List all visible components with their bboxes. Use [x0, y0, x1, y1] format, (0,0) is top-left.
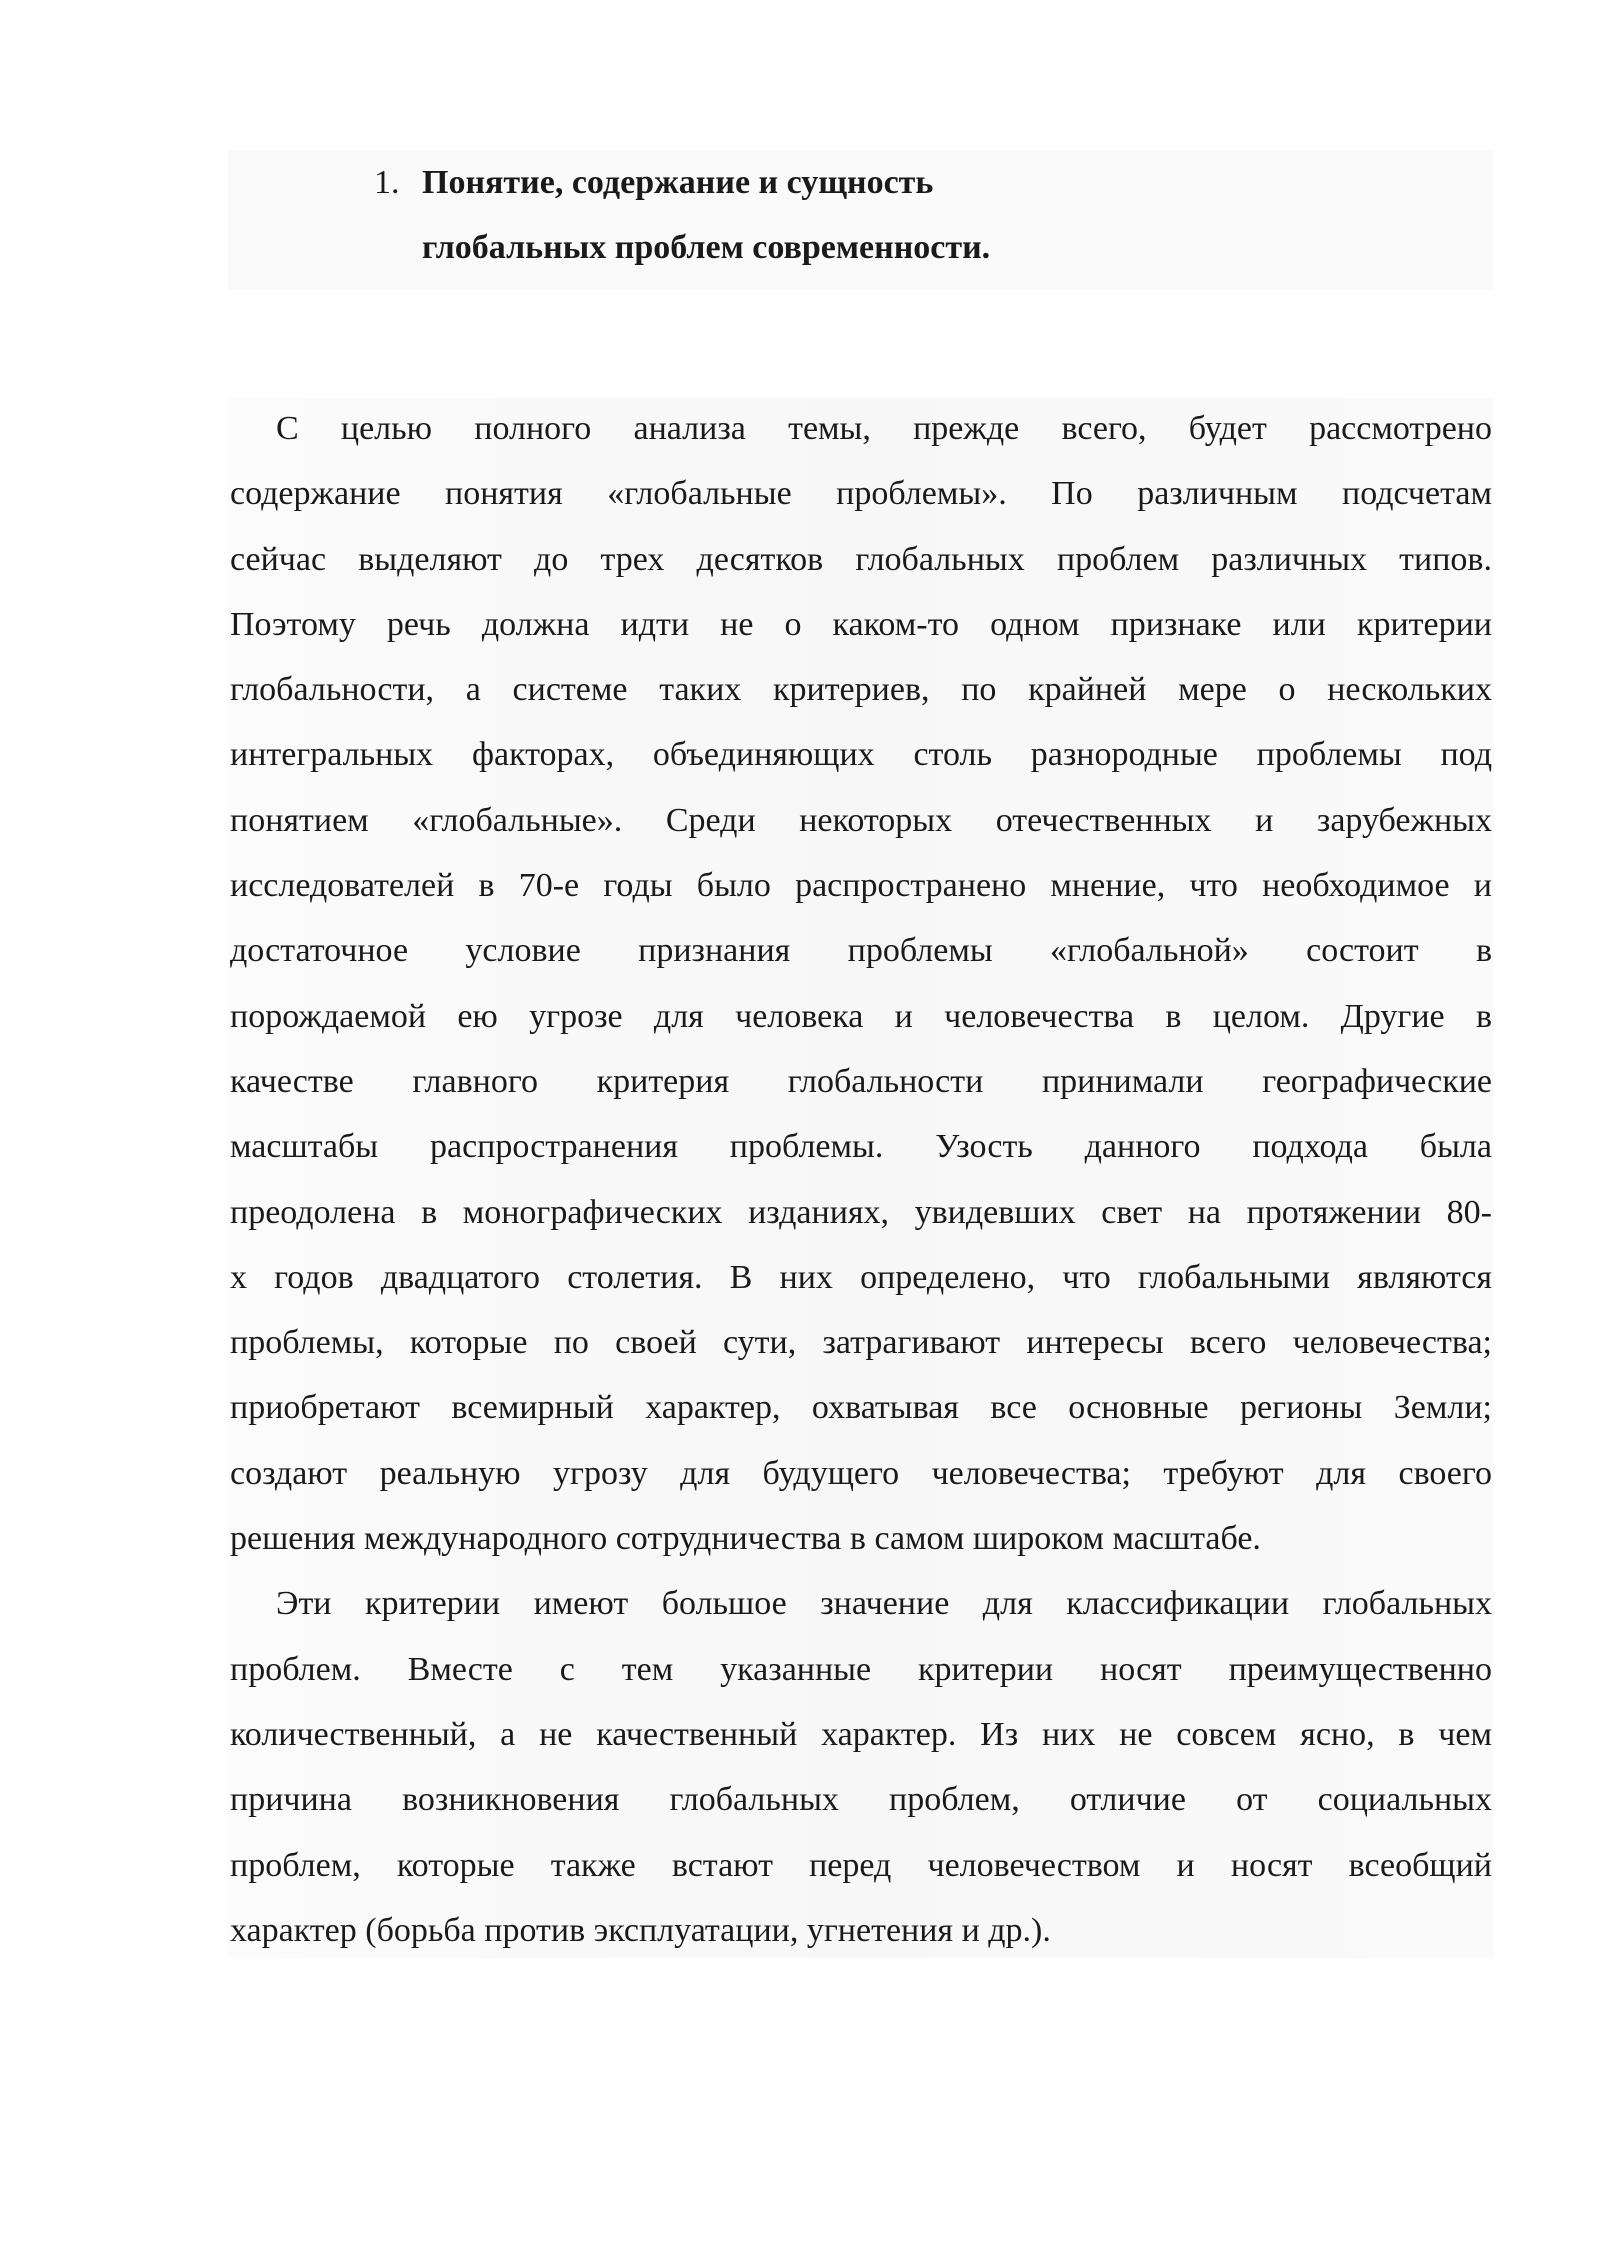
paragraph-2-line: проблем. Вместе с тем указанные критерии носят преимущественно	[230, 1650, 1492, 1688]
body-text	[230, 396, 1492, 1963]
paragraph-2-line: Эти критерии имеют большое значение для классификации глобальных	[276, 1585, 1492, 1623]
paragraph-1-line: Поэтому речь должна идти не о каком-то одном признаке или критерии	[230, 605, 1492, 643]
paragraph-1-line: преодолена в монографических изданиях, увидевших свет на протяжении 80-	[230, 1193, 1492, 1231]
paragraph-1-line: исследователей в 70-е годы было распространено мнение, что необходимое и	[230, 867, 1492, 905]
heading-title-line-1: Понятие, содержание и сущность	[422, 164, 934, 201]
paragraph-1-line: приобретают всемирный характер, охватывая все основные регионы Земли;	[230, 1389, 1492, 1427]
heading-number: 1.	[374, 164, 400, 201]
paragraph-1-line: порождаемой ею угрозе для человека и человечества в целом. Другие в	[230, 997, 1492, 1035]
paragraph-1-line: создают реальную угрозу для будущего человечества; требуют для своего	[230, 1454, 1492, 1492]
paragraph-2-line: характер (борьба против эксплуатации, угнетения и др.).	[230, 1911, 1051, 1949]
paragraph-2-line: проблем, которые также встают перед человечеством и носят всеобщий	[230, 1846, 1492, 1884]
paragraph-1-line: х годов двадцатого столетия. В них определено, что глобальными являются	[230, 1258, 1492, 1296]
paragraph-2-line: причина возникновения глобальных проблем, отличие от социальных	[230, 1781, 1492, 1819]
section-heading	[374, 150, 1474, 280]
heading-line-2	[374, 215, 1474, 280]
paragraph-1-line: интегральных факторах, объединяющих столь разнородные проблемы под	[230, 736, 1492, 774]
paragraph-1-line: содержание понятия «глобальные проблемы». По различным подсчетам	[230, 475, 1492, 513]
paragraph-1-line: глобальности, а системе таких критериев, по крайней мере о нескольких	[230, 671, 1492, 709]
paragraph-1-line: С целью полного анализа темы, прежде всего, будет рассмотрено	[276, 410, 1492, 447]
paragraph-1-line: сейчас выделяют до трех десятков глобальных проблем различных типов.	[230, 540, 1492, 578]
paragraph-2-line: количественный, а не качественный характер. Из них не совсем ясно, в чем	[230, 1715, 1492, 1753]
paragraph-1-line: понятием «глобальные». Среди некоторых отечественных и зарубежных	[230, 801, 1492, 839]
paragraph-1-line: проблемы, которые по своей сути, затрагивают интересы всего человечества;	[230, 1324, 1492, 1362]
paragraph-1-line: достаточное условие признания проблемы «глобальной» состоит в	[230, 932, 1492, 970]
paragraph-1-line: решения международного сотрудничества в самом широком масштабе.	[230, 1520, 1261, 1558]
heading-line-1	[374, 150, 1474, 215]
heading-title-line-2: глобальных проблем современности.	[422, 229, 991, 266]
paragraph-1-line: качестве главного критерия глобальности принимали географические	[230, 1062, 1492, 1100]
paragraph-1-line: масштабы распространения проблемы. Узость данного подхода была	[230, 1128, 1492, 1166]
